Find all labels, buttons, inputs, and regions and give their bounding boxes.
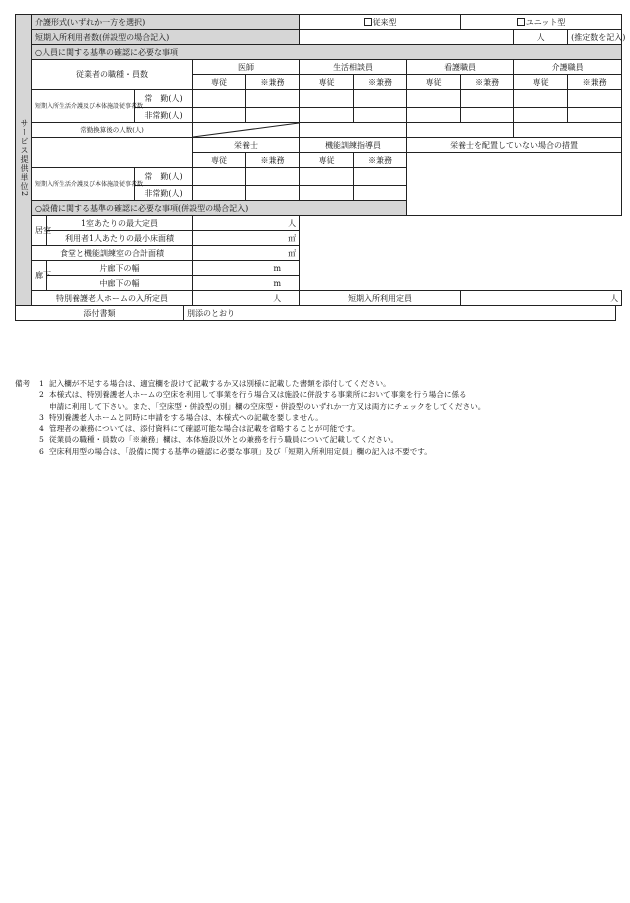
note-item: 3 特別養護老人ホームと同時に申請をする場合は、本様式への記載を要しません。 xyxy=(39,412,323,422)
note-item: 6 空床利用型の場合は、「設備に関する基準の確認に必要な事項」及び「短期入所利用定員」欄の記入は不要です。 xyxy=(39,446,432,456)
count-cell[interactable] xyxy=(300,168,354,186)
note-item: 4 管理者の兼務については、添付資料にて確認可能な場合は記載を省略することが可能です。 xyxy=(39,424,360,434)
note-item: 2 本様式は、特別養護老人ホームの空床を利用して事業を行う場合又は施設に併設する事業所において事業を行う場合に係る xyxy=(39,390,467,400)
note-item-continuation: 申請に利用して下さい。また、「空床型・併設型の別」欄の空床型・併設型のいずれか一方又は両方にチェックをしてください。 xyxy=(49,401,486,411)
nutrition-measure-input[interactable] xyxy=(407,153,622,216)
middle-width-label: 中廊下の幅 xyxy=(47,276,193,291)
count-cell[interactable] xyxy=(568,108,622,123)
count-cell[interactable] xyxy=(193,168,246,186)
count-cell[interactable] xyxy=(300,186,354,201)
staff-count-label: 短期入所生活介護及び本体施設従事者数 xyxy=(32,168,135,201)
count-cell[interactable] xyxy=(246,108,300,123)
checkbox-icon[interactable] xyxy=(364,18,372,26)
count-cell[interactable] xyxy=(246,90,300,108)
care-type-option-conventional[interactable]: 従来型 xyxy=(300,15,461,30)
one-side-width-label: 片廊下の幅 xyxy=(47,261,193,276)
note-item: 5 従業員の職種・員数の「※兼務」欄は、本体施設以外との兼務を行う職員について記載してください。 xyxy=(39,435,399,445)
col-full-time: 専従 xyxy=(193,75,246,90)
count-cell[interactable] xyxy=(461,108,514,123)
non-regular-label: 非常勤(人) xyxy=(135,108,193,123)
col-concurrent: ※兼務 xyxy=(354,75,407,90)
count-cell[interactable] xyxy=(193,90,246,108)
max-capacity-input[interactable]: 人 xyxy=(193,216,300,231)
count-cell[interactable] xyxy=(354,108,407,123)
staff-header-blank xyxy=(32,138,193,168)
col-concurrent: ※兼務 xyxy=(246,75,300,90)
count-cell[interactable] xyxy=(300,108,354,123)
col-concurrent: ※兼務 xyxy=(354,153,407,168)
min-floor-area-label: 利用者1人あたりの最小床面積 xyxy=(47,231,193,246)
diagonal-line xyxy=(193,123,299,137)
facility-blank-area xyxy=(300,216,622,291)
notes-section xyxy=(15,378,615,457)
non-regular-label: 非常勤(人) xyxy=(135,186,193,201)
count-cell[interactable] xyxy=(568,90,622,108)
col-full-time: 専従 xyxy=(514,75,568,90)
count-cell[interactable] xyxy=(354,90,407,108)
note-item: 備考 1 記入欄が不足する場合は、適宜欄を設けて記載するか又は別様に記載した書類を添付してください。 xyxy=(15,379,391,388)
care-type-option-unit[interactable]: ユニット型 xyxy=(461,15,622,30)
attachments-table xyxy=(15,306,616,321)
checkbox-icon[interactable] xyxy=(517,18,525,26)
count-cell[interactable] xyxy=(514,108,568,123)
living-room-label: 居室 xyxy=(32,216,47,246)
count-cell[interactable] xyxy=(407,90,461,108)
count-cell[interactable] xyxy=(407,108,461,123)
nursing-home-capacity-input[interactable]: 人 xyxy=(193,291,300,306)
col-full-time: 専従 xyxy=(300,153,354,168)
role-nurse: 看護職員 xyxy=(407,60,514,75)
count-cell[interactable] xyxy=(461,90,514,108)
fte-cell[interactable] xyxy=(407,123,514,138)
fte-doctor-cell[interactable] xyxy=(193,123,300,138)
notes-heading: 備考 xyxy=(15,379,31,388)
role-caregiver: 介護職員 xyxy=(514,60,622,75)
count-cell[interactable] xyxy=(514,90,568,108)
count-cell[interactable] xyxy=(354,168,407,186)
dining-area-label: 食堂と機能訓練室の合計面積 xyxy=(32,246,193,261)
short-stay-count-input[interactable] xyxy=(300,30,514,45)
short-stay-count-label: 短期入所利用者数(併設型の場合記入) xyxy=(32,30,300,45)
corridor-label: 廊下 xyxy=(32,261,47,291)
dining-area-input[interactable]: ㎡ xyxy=(193,246,300,261)
count-cell[interactable] xyxy=(193,108,246,123)
staff-count-label: 短期入所生活介護及び本体施設従事者数 xyxy=(32,90,135,123)
care-type-label: 介護形式(いずれか一方を選択) xyxy=(32,15,300,30)
facility-section-title: ○設備に関する基準の確認に必要な事項(併設型の場合記入) xyxy=(32,201,407,216)
col-concurrent: ※兼務 xyxy=(246,153,300,168)
count-cell[interactable] xyxy=(193,186,246,201)
middle-width-input[interactable]: m xyxy=(193,276,300,291)
col-full-time: 専従 xyxy=(193,153,246,168)
min-floor-area-input[interactable]: ㎡ xyxy=(193,231,300,246)
col-full-time: 専従 xyxy=(407,75,461,90)
role-counselor: 生活相談員 xyxy=(300,60,407,75)
short-stay-capacity-label: 短期入所利用定員 xyxy=(300,291,461,306)
col-concurrent: ※兼務 xyxy=(461,75,514,90)
regular-label: 常 勤(人) xyxy=(135,90,193,108)
fte-label: 常勤換算後の人数(人) xyxy=(32,123,193,138)
short-stay-capacity-input[interactable]: 人 xyxy=(461,291,622,306)
max-capacity-label: 1室あたりの最大定員 xyxy=(47,216,193,231)
fte-cell[interactable] xyxy=(300,123,407,138)
role-doctor: 医師 xyxy=(193,60,300,75)
attachments-value[interactable]: 別添のとおり xyxy=(184,306,616,321)
count-cell[interactable] xyxy=(300,90,354,108)
one-side-width-input[interactable]: m xyxy=(193,261,300,276)
service-unit-table xyxy=(15,14,626,306)
short-stay-count-unit: 人 xyxy=(514,30,568,45)
staff-section-title: ○人員に関する基準の確認に必要な事項 xyxy=(32,45,622,60)
col-full-time: 専従 xyxy=(300,75,354,90)
regular-label: 常 勤(人) xyxy=(135,168,193,186)
nutrition-measure-label: 栄養士を配置していない場合の措置 xyxy=(407,138,622,153)
service-unit-side-label: サービス提供単位2 xyxy=(16,15,32,306)
col-concurrent: ※兼務 xyxy=(568,75,622,90)
role-trainer: 機能訓練指導員 xyxy=(300,138,407,153)
application-form xyxy=(15,14,626,321)
count-cell[interactable] xyxy=(246,168,300,186)
nursing-home-capacity-label: 特別養護老人ホームの入所定員 xyxy=(32,291,193,306)
role-nutritionist: 栄養士 xyxy=(193,138,300,153)
count-cell[interactable] xyxy=(354,186,407,201)
staff-header-label: 従業者の職種・員数 xyxy=(32,60,193,90)
fte-cell[interactable] xyxy=(514,123,622,138)
short-stay-count-note: (推定数を記入) xyxy=(568,30,622,45)
count-cell[interactable] xyxy=(246,186,300,201)
attachments-label: 添付書類 xyxy=(16,306,184,321)
